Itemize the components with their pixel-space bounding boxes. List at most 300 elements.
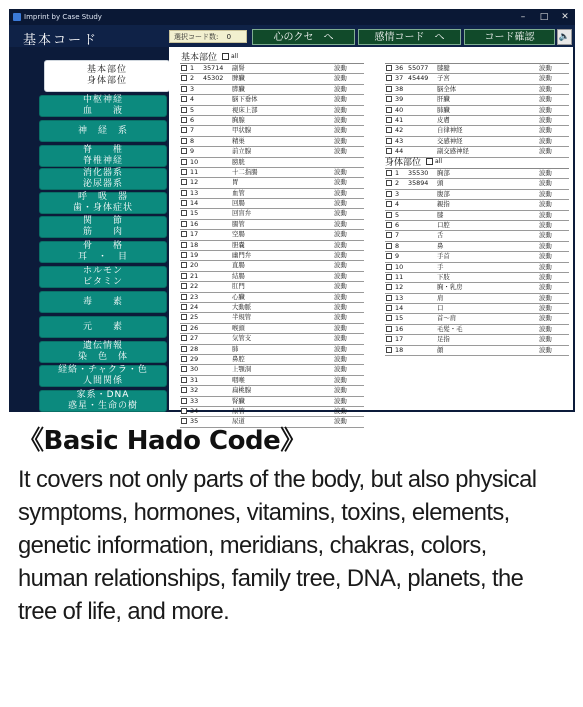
- row-name: 心臓: [232, 292, 245, 301]
- sidebar-item-label: 元 素: [82, 321, 123, 332]
- row-checkbox[interactable]: [181, 325, 187, 331]
- row-name: 胃: [232, 178, 239, 187]
- sidebar-item-label: 基本部位: [86, 65, 127, 75]
- speaker-icon[interactable]: 🔈: [557, 29, 572, 45]
- row-num: 20: [190, 261, 199, 270]
- row-num: 31: [190, 375, 199, 384]
- row-name: 気管支: [232, 334, 252, 343]
- table-row[interactable]: [385, 106, 569, 116]
- row-checkbox[interactable]: [181, 127, 187, 133]
- row-name: 下肢: [437, 272, 450, 281]
- row-checkbox[interactable]: [181, 398, 187, 404]
- row-name: 肩: [437, 293, 444, 302]
- table-row[interactable]: [180, 324, 364, 334]
- body-section-title: 身体部位: [385, 158, 422, 168]
- mind-habit-button[interactable]: 心のクセ へ: [252, 29, 355, 45]
- row-num: 42: [395, 126, 404, 135]
- row-name: 副交感神経: [437, 147, 469, 156]
- table-row[interactable]: [180, 178, 364, 188]
- row-val: 波動: [334, 219, 347, 228]
- row-num: 3: [395, 189, 400, 198]
- row-name: 前立腺: [232, 147, 252, 156]
- row-code: 35714: [203, 64, 224, 72]
- row-val: 波動: [539, 252, 552, 261]
- table-row[interactable]: [385, 263, 569, 273]
- sidebar-item-label: 中枢神経: [82, 95, 123, 105]
- table-row[interactable]: [180, 199, 364, 209]
- table-row[interactable]: [385, 252, 569, 262]
- row-num: 26: [190, 323, 199, 332]
- row-val: 波動: [334, 95, 347, 104]
- row-checkbox[interactable]: [181, 387, 187, 393]
- table-row[interactable]: [180, 365, 364, 375]
- row-name: 交感神経: [437, 136, 463, 145]
- table-row[interactable]: [180, 272, 364, 282]
- row-checkbox[interactable]: [386, 212, 392, 218]
- table-row[interactable]: [180, 95, 364, 105]
- row-num: 43: [395, 136, 404, 145]
- row-val: 波動: [539, 105, 552, 114]
- row-checkbox[interactable]: [181, 96, 187, 102]
- row-val: 波動: [334, 74, 347, 83]
- row-name: 子宮: [437, 74, 450, 83]
- row-name: 半規管: [232, 313, 252, 322]
- table-row[interactable]: [180, 85, 364, 95]
- table-row[interactable]: [385, 126, 569, 136]
- row-name: 空腸: [232, 230, 245, 239]
- row-num: 4: [190, 95, 195, 104]
- table-row[interactable]: [385, 294, 569, 304]
- row-checkbox[interactable]: [386, 347, 392, 353]
- page-title: 基本コード: [23, 33, 99, 48]
- row-num: 1: [190, 64, 195, 72]
- row-val: 波動: [334, 396, 347, 405]
- row-name: 結腸: [232, 271, 245, 280]
- row-val: 波動: [334, 240, 347, 249]
- row-val: 波動: [539, 147, 552, 156]
- sidebar-item-9[interactable]: [39, 266, 167, 288]
- row-checkbox[interactable]: [386, 86, 392, 92]
- row-val: 波動: [539, 304, 552, 313]
- row-checkbox[interactable]: [181, 221, 187, 227]
- row-val: 波動: [539, 272, 552, 281]
- sidebar-item-1[interactable]: [44, 60, 170, 92]
- basic-all-label: all: [231, 53, 239, 60]
- table-row[interactable]: [180, 386, 364, 396]
- row-num: 36: [395, 64, 404, 72]
- table-row[interactable]: [385, 283, 569, 293]
- table-row[interactable]: [385, 179, 569, 189]
- code-check-button[interactable]: コード確認: [464, 29, 555, 45]
- table-row[interactable]: [180, 147, 364, 157]
- row-val: 波動: [539, 283, 552, 292]
- row-checkbox[interactable]: [181, 335, 187, 341]
- row-code: 35894: [408, 179, 429, 188]
- table-row[interactable]: [180, 168, 364, 178]
- table-row[interactable]: [180, 251, 364, 261]
- row-val: 波動: [334, 302, 347, 311]
- row-checkbox[interactable]: [181, 377, 187, 383]
- basic-section-title: 基本部位: [181, 53, 218, 63]
- basic-all-checkbox[interactable]: [222, 53, 229, 60]
- minimize-button[interactable]: –: [520, 12, 526, 22]
- row-name: 肛門: [232, 282, 245, 291]
- row-num: 8: [190, 136, 195, 145]
- row-checkbox[interactable]: [386, 96, 392, 102]
- sidebar-item-label: ビタミン: [82, 277, 123, 287]
- row-val: 波動: [334, 64, 347, 72]
- row-name: 十二指腸: [232, 167, 258, 176]
- row-name: 自律神経: [437, 126, 463, 135]
- sidebar-item-14[interactable]: [39, 390, 167, 412]
- row-checkbox[interactable]: [181, 304, 187, 310]
- table-row[interactable]: [385, 85, 569, 95]
- row-name: 扁桃腺: [232, 386, 252, 395]
- table-row[interactable]: [385, 221, 569, 231]
- table-row[interactable]: [180, 158, 364, 168]
- row-checkbox[interactable]: [181, 252, 187, 258]
- row-num: 2: [395, 179, 400, 188]
- row-name: 精巣: [232, 136, 245, 145]
- sidebar-item-label: 身体部位: [86, 76, 127, 86]
- table-row[interactable]: [180, 282, 364, 292]
- row-checkbox[interactable]: [386, 117, 392, 123]
- row-name: 首〜肩: [437, 314, 457, 323]
- row-num: 33: [190, 396, 199, 405]
- row-name: 鼻腔: [232, 354, 245, 363]
- sidebar-item-7[interactable]: [39, 216, 167, 238]
- row-checkbox[interactable]: [386, 148, 392, 154]
- row-checkbox[interactable]: [181, 117, 187, 123]
- sidebar-item-13[interactable]: [39, 365, 167, 387]
- table-row[interactable]: [385, 346, 569, 356]
- row-num: 28: [190, 344, 199, 353]
- row-checkbox[interactable]: [181, 283, 187, 289]
- row-name: 口腔: [437, 220, 450, 229]
- row-checkbox[interactable]: [181, 65, 187, 71]
- window-title: Imprint by Case Study: [24, 13, 102, 21]
- row-val: 波動: [334, 354, 347, 363]
- row-checkbox[interactable]: [181, 356, 187, 362]
- row-name: 親指: [437, 200, 450, 209]
- table-row[interactable]: [180, 230, 364, 240]
- table-row[interactable]: [180, 261, 364, 271]
- table-row[interactable]: [180, 209, 364, 219]
- row-checkbox[interactable]: [181, 138, 187, 144]
- row-name: 膀胱: [232, 157, 245, 166]
- row-checkbox[interactable]: [386, 305, 392, 311]
- row-val: 波動: [539, 324, 552, 333]
- row-name: 手: [437, 262, 444, 271]
- row-name: 直腸: [232, 261, 245, 270]
- basic-table-continued: [385, 63, 569, 158]
- row-checkbox[interactable]: [386, 180, 392, 186]
- row-checkbox[interactable]: [386, 336, 392, 342]
- sidebar-item-label: 人間関係: [82, 376, 123, 386]
- row-val: 波動: [334, 147, 347, 156]
- row-val: 波動: [334, 188, 347, 197]
- row-checkbox[interactable]: [181, 200, 187, 206]
- row-val: 波動: [334, 209, 347, 218]
- row-checkbox[interactable]: [181, 107, 187, 113]
- row-checkbox[interactable]: [386, 65, 392, 71]
- table-row[interactable]: [180, 106, 364, 116]
- row-checkbox[interactable]: [386, 264, 392, 270]
- row-val: 波動: [334, 261, 347, 270]
- row-val: 波動: [539, 241, 552, 250]
- table-row[interactable]: [385, 116, 569, 126]
- row-val: 波動: [334, 323, 347, 332]
- table-row[interactable]: [385, 190, 569, 200]
- row-checkbox[interactable]: [386, 191, 392, 197]
- row-val: 波動: [539, 95, 552, 104]
- row-num: 39: [395, 95, 404, 104]
- row-checkbox[interactable]: [386, 232, 392, 238]
- row-num: 5: [395, 210, 400, 219]
- body-table: [385, 168, 569, 356]
- table-row[interactable]: [385, 304, 569, 314]
- row-num: 23: [190, 292, 199, 301]
- row-checkbox[interactable]: [181, 159, 187, 165]
- table-row[interactable]: [180, 397, 364, 407]
- body-all-checkbox[interactable]: [426, 158, 433, 165]
- row-checkbox[interactable]: [181, 190, 187, 196]
- row-val: 波動: [334, 136, 347, 145]
- sidebar-item-6[interactable]: [39, 192, 167, 214]
- row-code: 45302: [203, 74, 224, 83]
- table-row[interactable]: [180, 74, 364, 84]
- row-val: 波動: [539, 345, 552, 354]
- row-checkbox[interactable]: [386, 326, 392, 332]
- table-row[interactable]: [385, 74, 569, 84]
- sidebar-item-label: 家系・DNA: [76, 390, 130, 400]
- sidebar-item-3[interactable]: [39, 120, 167, 142]
- row-val: 波動: [334, 365, 347, 374]
- table-row[interactable]: [385, 325, 569, 335]
- table-row[interactable]: [385, 335, 569, 345]
- table-row[interactable]: [180, 376, 364, 386]
- row-val: 波動: [539, 74, 552, 83]
- row-code: 35530: [408, 169, 429, 177]
- row-checkbox[interactable]: [386, 315, 392, 321]
- row-num: 18: [395, 345, 404, 354]
- row-name: 腸管: [232, 219, 245, 228]
- row-num: 41: [395, 115, 404, 124]
- row-checkbox[interactable]: [181, 408, 187, 414]
- table-row[interactable]: [180, 313, 364, 323]
- row-val: 波動: [539, 189, 552, 198]
- sidebar-item-label: 脊 椎: [82, 145, 123, 155]
- sidebar-item-label: 関 節: [82, 216, 123, 226]
- sidebar-item-label: 脊椎神経: [82, 156, 123, 166]
- table-row[interactable]: [180, 189, 364, 199]
- sidebar-item-5[interactable]: [39, 168, 167, 190]
- row-num: 30: [190, 365, 199, 374]
- sidebar-item-label: 毒 素: [82, 296, 123, 307]
- row-num: 37: [395, 74, 404, 83]
- row-name: 大動脈: [232, 302, 252, 311]
- row-checkbox[interactable]: [386, 75, 392, 81]
- row-code: 45449: [408, 74, 429, 83]
- table-row[interactable]: [385, 273, 569, 283]
- row-checkbox[interactable]: [386, 284, 392, 290]
- row-name: 膝: [437, 210, 444, 219]
- row-num: 25: [190, 313, 199, 322]
- sidebar-item-11[interactable]: [39, 316, 167, 338]
- row-name: 上顎洞: [232, 365, 252, 374]
- row-num: 15: [190, 209, 199, 218]
- table-row[interactable]: [180, 137, 364, 147]
- row-num: 12: [395, 283, 404, 292]
- sidebar-item-label: 血 液: [82, 106, 123, 116]
- row-num: 27: [190, 334, 199, 343]
- body-section-header: [385, 155, 442, 168]
- row-checkbox[interactable]: [181, 86, 187, 92]
- row-name: 手首: [437, 252, 450, 261]
- row-name: 肺臓: [437, 105, 450, 114]
- row-val: 波動: [539, 262, 552, 271]
- title-bar: [9, 9, 575, 25]
- row-checkbox[interactable]: [181, 242, 187, 248]
- row-checkbox[interactable]: [386, 243, 392, 249]
- row-checkbox[interactable]: [386, 201, 392, 207]
- sidebar-item-label: 経絡・チャクラ・色: [58, 365, 148, 375]
- row-val: 波動: [334, 292, 347, 301]
- row-val: 波動: [334, 334, 347, 343]
- row-checkbox[interactable]: [386, 222, 392, 228]
- row-checkbox[interactable]: [181, 314, 187, 320]
- row-checkbox[interactable]: [181, 75, 187, 81]
- emotion-code-button[interactable]: 感情コード へ: [358, 29, 461, 45]
- row-checkbox[interactable]: [181, 169, 187, 175]
- sidebar-item-12[interactable]: [39, 341, 167, 363]
- row-checkbox[interactable]: [386, 274, 392, 280]
- row-num: 13: [395, 293, 404, 302]
- row-checkbox[interactable]: [386, 295, 392, 301]
- sidebar-item-label: 染 色 体: [77, 352, 128, 362]
- table-row[interactable]: [385, 169, 569, 179]
- table-row[interactable]: [180, 116, 364, 126]
- row-num: 10: [395, 262, 404, 271]
- table-row[interactable]: [180, 220, 364, 230]
- row-val: 波動: [334, 282, 347, 291]
- table-row[interactable]: [180, 355, 364, 365]
- maximize-button[interactable]: □: [539, 12, 549, 22]
- table-row[interactable]: [180, 334, 364, 344]
- row-name: 脾臓: [232, 74, 245, 83]
- row-num: 35: [190, 417, 199, 426]
- table-row[interactable]: [180, 293, 364, 303]
- row-checkbox[interactable]: [386, 107, 392, 113]
- table-row[interactable]: [385, 211, 569, 221]
- app-window: [9, 9, 575, 426]
- row-num: 8: [395, 241, 400, 250]
- row-val: 波動: [539, 231, 552, 240]
- row-num: 3: [190, 84, 195, 93]
- sidebar-item-label: 惑星・生命の樹: [67, 401, 138, 411]
- selected-code-count: [169, 30, 247, 43]
- row-val: 波動: [334, 344, 347, 353]
- sidebar-item-label: 耳 ・ 目: [77, 252, 128, 262]
- sidebar-item-label: 骨 格: [82, 241, 123, 251]
- table-row[interactable]: [180, 345, 364, 355]
- table-row[interactable]: [385, 95, 569, 105]
- table-row[interactable]: [180, 407, 364, 417]
- row-num: 40: [395, 105, 404, 114]
- row-checkbox[interactable]: [181, 148, 187, 154]
- row-name: 胸腺: [232, 115, 245, 124]
- table-row[interactable]: [180, 64, 364, 74]
- row-num: 7: [395, 231, 400, 240]
- table-row[interactable]: [385, 64, 569, 74]
- row-val: 波動: [539, 314, 552, 323]
- sidebar-item-10[interactable]: [39, 291, 167, 313]
- row-name: 腎臓: [232, 396, 245, 405]
- table-row[interactable]: [385, 200, 569, 210]
- row-val: 波動: [334, 230, 347, 239]
- row-num: 44: [395, 147, 404, 156]
- row-checkbox[interactable]: [181, 294, 187, 300]
- row-name: 胸部: [437, 169, 450, 177]
- row-checkbox[interactable]: [181, 346, 187, 352]
- row-name: 膝腱: [437, 64, 450, 72]
- close-button[interactable]: ✕: [561, 12, 569, 22]
- row-checkbox[interactable]: [181, 262, 187, 268]
- row-checkbox[interactable]: [181, 366, 187, 372]
- row-num: 38: [395, 84, 404, 93]
- row-name: 肺: [232, 344, 239, 353]
- row-checkbox[interactable]: [181, 273, 187, 279]
- table-row[interactable]: [385, 231, 569, 241]
- row-num: 16: [190, 219, 199, 228]
- row-val: 波動: [539, 220, 552, 229]
- sidebar-item-label: 呼 吸 器: [77, 192, 128, 202]
- row-val: 波動: [334, 417, 347, 426]
- row-name: 脳下垂体: [232, 95, 258, 104]
- table-row[interactable]: [180, 126, 364, 136]
- row-checkbox[interactable]: [386, 170, 392, 176]
- row-num: 29: [190, 354, 199, 363]
- row-checkbox[interactable]: [181, 179, 187, 185]
- row-num: 15: [395, 314, 404, 323]
- row-val: 波動: [334, 406, 347, 415]
- row-val: 波動: [539, 64, 552, 72]
- row-name: 毛髪・毛: [437, 324, 463, 333]
- row-num: 6: [190, 115, 195, 124]
- table-row[interactable]: [385, 137, 569, 147]
- table-row[interactable]: [385, 314, 569, 324]
- sidebar-item-8[interactable]: [39, 241, 167, 263]
- sidebar-item-2[interactable]: [39, 95, 167, 117]
- selected-code-value: 0: [226, 33, 232, 41]
- row-num: 9: [190, 147, 195, 156]
- row-checkbox[interactable]: [386, 127, 392, 133]
- row-val: 波動: [334, 126, 347, 135]
- row-checkbox[interactable]: [386, 253, 392, 259]
- row-val: 波動: [334, 105, 347, 114]
- row-num: 19: [190, 251, 199, 260]
- row-val: 波動: [539, 200, 552, 209]
- sidebar-item-label: 遺伝情報: [82, 341, 123, 351]
- sidebar-item-4[interactable]: [39, 145, 167, 167]
- table-row[interactable]: [180, 241, 364, 251]
- row-checkbox[interactable]: [181, 210, 187, 216]
- table-row[interactable]: [385, 242, 569, 252]
- row-checkbox[interactable]: [181, 231, 187, 237]
- table-row[interactable]: [180, 303, 364, 313]
- row-checkbox[interactable]: [386, 138, 392, 144]
- row-name: 尿道: [232, 417, 245, 426]
